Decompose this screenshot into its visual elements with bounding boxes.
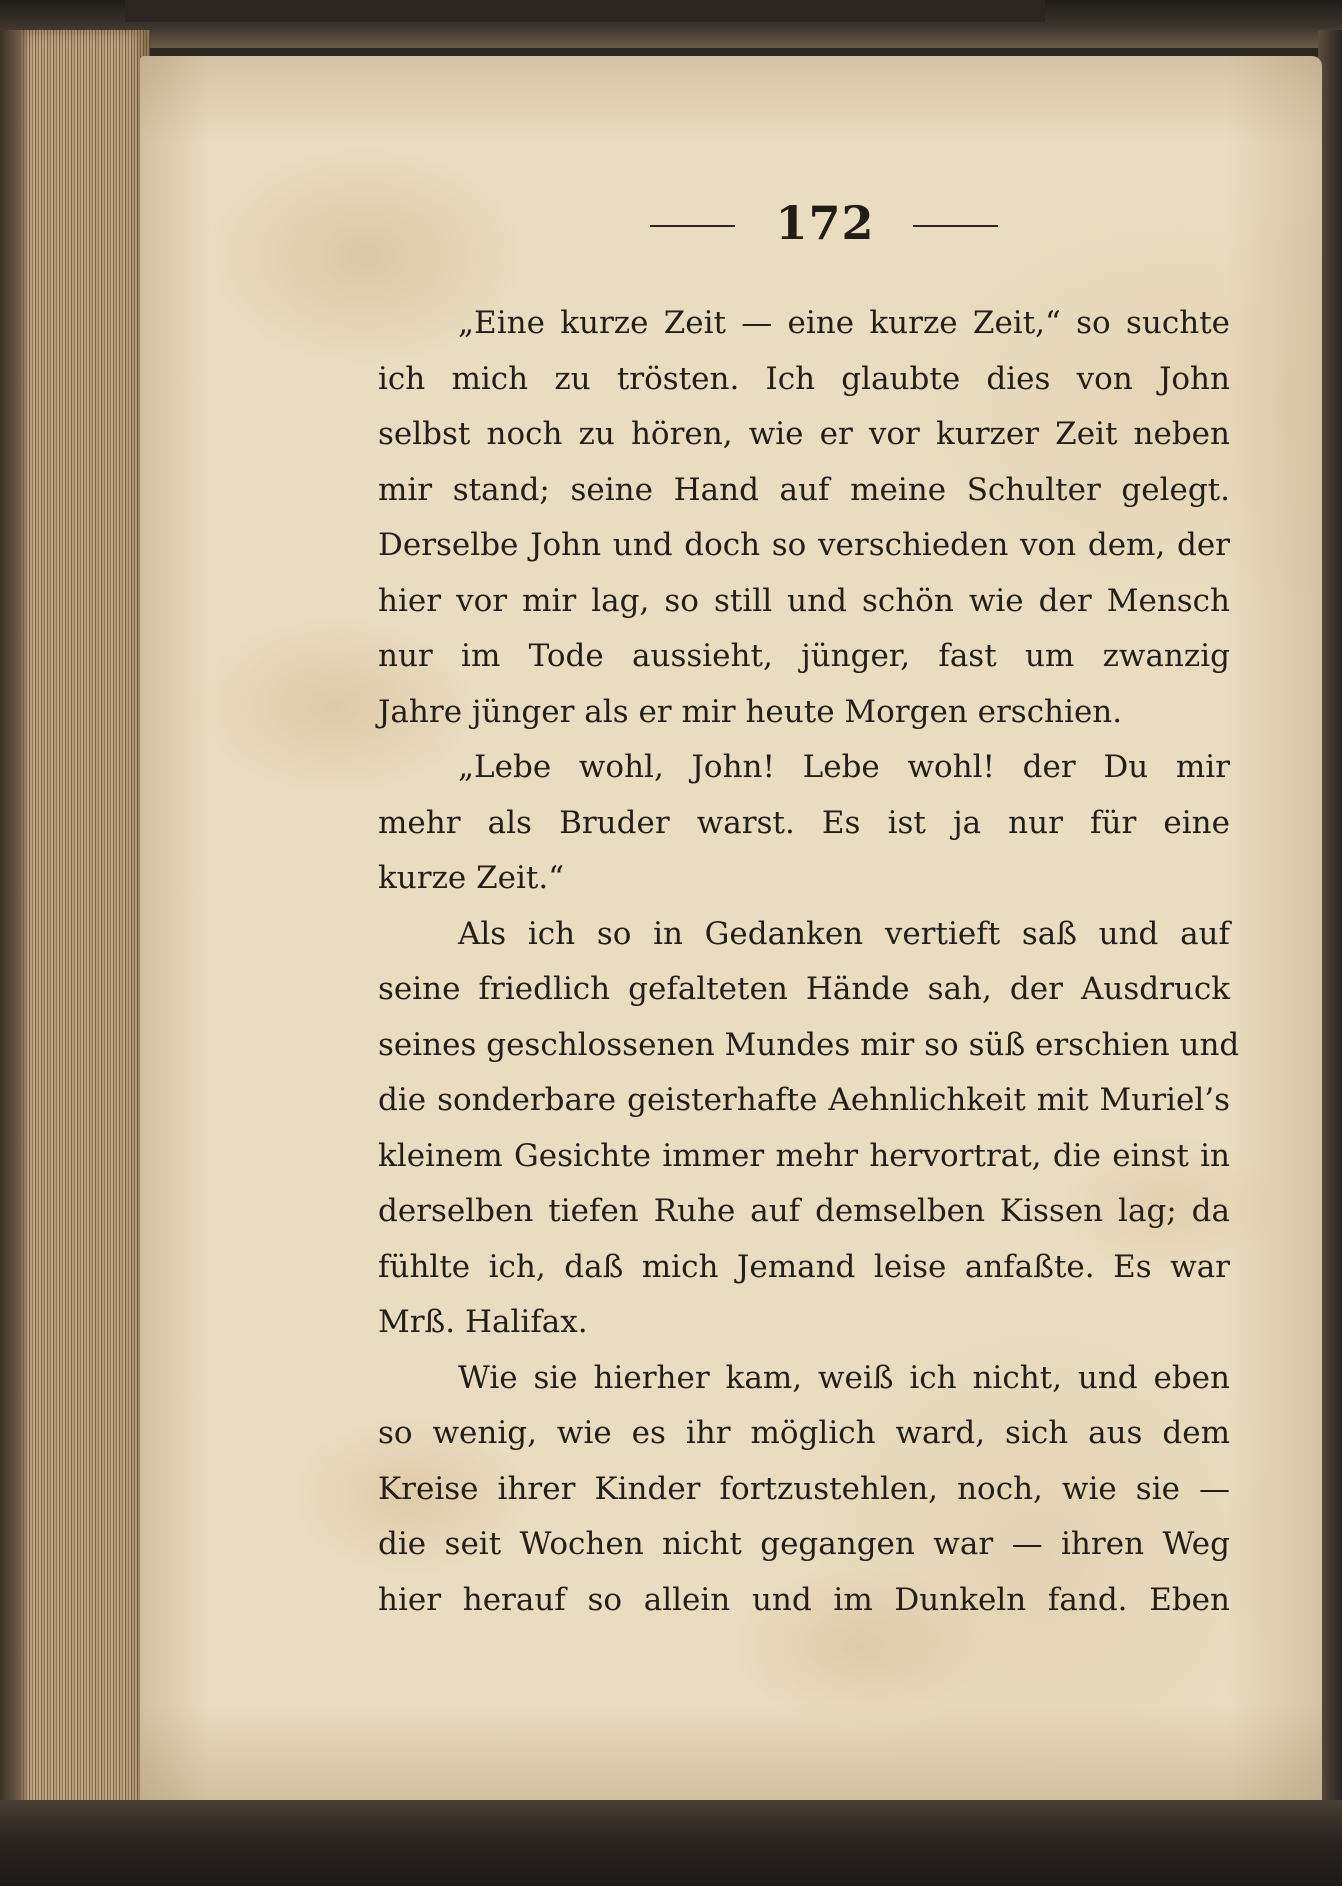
text-line: „Lebe wohl, John! Lebe wohl! der Du mir	[458, 749, 1230, 785]
page-header	[620, 196, 1040, 252]
text-line: seine friedlich gefalteten Hände sah, der Ausdruck	[378, 971, 1230, 1007]
text-line: Kreise ihrer Kinder fortzustehlen, noch, wie sie —	[378, 1470, 1230, 1507]
text-line: seines geschlossenen Mundes mir so süß erschien und	[378, 1026, 1240, 1063]
text-line: mehr als Bruder warst. Es ist ja nur für eine	[378, 804, 1230, 841]
text-line: Mrß. Halifax.	[378, 1304, 588, 1340]
text-line: derselben tiefen Ruhe auf demselben Kissen lag; da	[378, 1193, 1230, 1229]
text-line: fühlte ich, daß mich Jemand leise anfaßte. Es war	[378, 1248, 1230, 1285]
page-edges-stack	[0, 30, 150, 1820]
text-line: „Eine kurze Zeit — eine kurze Zeit,“ so suchte	[458, 305, 1230, 341]
text-line: mir stand; seine Hand auf meine Schulter gelegt.	[378, 471, 1230, 508]
text-line: nur im Tode aussieht, jünger, fast um zwanzig	[378, 638, 1230, 674]
text-line: kurze Zeit.“	[378, 860, 565, 896]
text-line: die sonderbare geisterhafte Aehnlichkeit mit Muriel’s	[378, 1082, 1230, 1118]
page-number: 172	[775, 196, 875, 250]
text-line: selbst noch zu hören, wie er vor kurzer Zeit neben	[378, 416, 1230, 452]
text-line: die seit Wochen nicht gegangen war — ihren Weg	[378, 1526, 1230, 1562]
book-bottom-binding	[0, 1800, 1342, 1886]
header-rule-left	[650, 225, 735, 227]
text-line: Derselbe John und doch so verschieden von dem, der	[378, 527, 1230, 563]
body-text	[378, 296, 1240, 1628]
book-top-binding	[0, 0, 1342, 48]
text-line: kleinem Gesichte immer mehr hervortrat, die einst in	[378, 1137, 1230, 1174]
text-line: Jahre jünger als er mir heute Morgen erschien.	[378, 693, 1123, 730]
text-line: so wenig, wie es ihr möglich ward, sich aus dem	[378, 1415, 1230, 1451]
header-rule-right	[913, 225, 998, 227]
text-line: Wie sie hierher kam, weiß ich nicht, und eben	[458, 1359, 1230, 1396]
text-line: ich mich zu trösten. Ich glaubte dies von John	[378, 360, 1230, 397]
text-line: Als ich so in Gedanken vertieft saß und auf	[458, 915, 1230, 952]
text-line: hier vor mir lag, so still und schön wie der Mensch	[378, 582, 1230, 619]
text-line: hier herauf so allein und im Dunkeln fand. Eben	[378, 1581, 1230, 1618]
